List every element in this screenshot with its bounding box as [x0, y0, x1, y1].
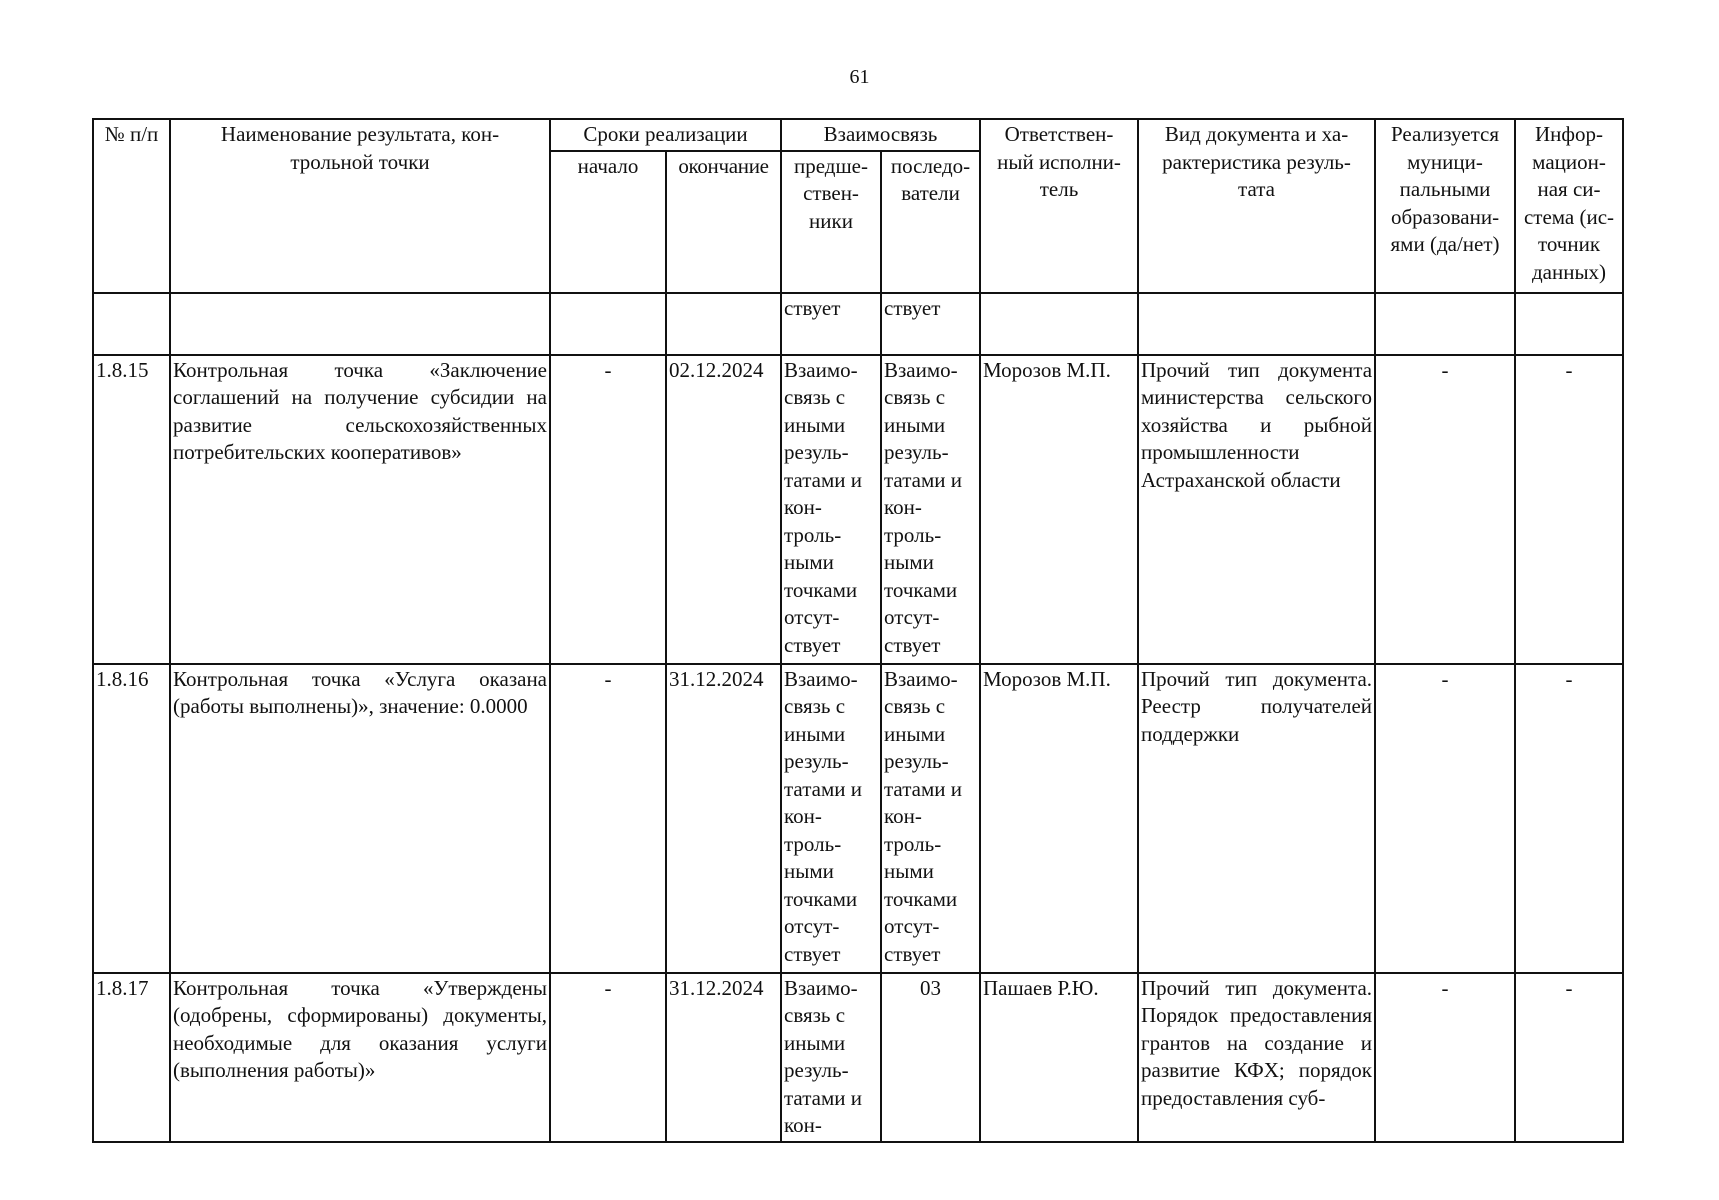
cell-doc-type: Прочий тип документа. Реестр получателей поддержки: [1138, 664, 1375, 973]
header-relation: Взаимосвязь: [781, 119, 980, 151]
header-resp-line: тель: [1039, 177, 1079, 201]
cell-municipal: -: [1375, 664, 1515, 973]
cell-name: Контрольная точка «Услуга оказана (работы выполнены)», значение: 0.0000: [170, 664, 550, 973]
continuation-row: [93, 293, 1623, 355]
header-terms: Сроки реализации: [550, 119, 781, 151]
table-row: [93, 973, 1623, 1142]
header-mun-line: ями (да/нет): [1390, 232, 1500, 256]
table-row: [93, 355, 1623, 664]
cell-start: -: [550, 664, 666, 973]
cell-start: [550, 293, 666, 355]
header-doc-line: Вид документа и ха-: [1164, 122, 1349, 146]
cell-successors: Взаимо-связь с иными резуль-татами и кон-троль-ными точками отсут-ствует: [881, 355, 980, 664]
header-name: [170, 119, 550, 293]
cell-successors: ствует: [881, 293, 980, 355]
header-info-line: ная си-: [1537, 177, 1601, 201]
cell-doc-type: [1138, 293, 1375, 355]
cell-successors: Взаимо-связь с иными резуль-татами и кон-троль-ными точками отсут-ствует: [881, 664, 980, 973]
cell-name: [170, 293, 550, 355]
cell-doc-type: Прочий тип документа министерства сельского хозяйства и рыбной промышленности Астраханской области: [1138, 355, 1375, 664]
header-succ-line: ватели: [901, 181, 960, 205]
cell-municipal: -: [1375, 355, 1515, 664]
cell-info-system: [1515, 293, 1623, 355]
header-end: окончание: [666, 151, 781, 293]
cell-predecessors: Взаимо-связь с иными резуль-татами и кон-троль-ными точками отсут-ствует: [781, 355, 881, 664]
header-mun-line: пальными: [1399, 177, 1491, 201]
cell-num: 1.8.17: [93, 973, 170, 1142]
cell-info-system: -: [1515, 664, 1623, 973]
cell-info-system: -: [1515, 355, 1623, 664]
cell-municipal: [1375, 293, 1515, 355]
cell-info-system: -: [1515, 973, 1623, 1142]
header-info-line: Инфор-: [1535, 122, 1604, 146]
cell-name: Контрольная точка «Заключение соглашений на получение субсидии на развитие сельскохозяйственных потребительских кооперативов»: [170, 355, 550, 664]
cell-predecessors: Взаимо-связь с иными резуль-татами и кон-: [781, 973, 881, 1142]
header-name-line: трольной точки: [290, 149, 430, 174]
header-info-line: стема (ис-: [1523, 204, 1615, 229]
header-info-line: мацион-: [1532, 149, 1606, 174]
cell-num: 1.8.16: [93, 664, 170, 973]
header-name-line: Наименование результата, кон-: [220, 122, 500, 146]
table-row: [93, 664, 1623, 973]
control-points-table: [92, 118, 1624, 1143]
page-number: 61: [849, 66, 870, 88]
header-info-line: данных): [1531, 259, 1607, 284]
cell-start: -: [550, 355, 666, 664]
header-num: № п/п: [93, 119, 170, 293]
cell-doc-type: Прочий тип документа. Порядок предоставления грантов на создание и развитие КФХ; порядок предоставления суб-: [1138, 973, 1375, 1142]
cell-successors: 03: [881, 973, 980, 1142]
header-info-system: [1515, 119, 1623, 293]
header-pred-line: ники: [809, 208, 853, 233]
header-mun-line: муници-: [1407, 149, 1483, 174]
header-predecessors: [781, 151, 881, 293]
header-doc-line: тата: [1238, 177, 1275, 201]
header-pred-line: предше-: [794, 153, 868, 178]
header-resp-line: ный исполни-: [997, 149, 1121, 174]
cell-end: [666, 293, 781, 355]
header-info-line: точник: [1537, 232, 1601, 256]
cell-name: Контрольная точка «Утверждены (одобрены, сформированы) документы, необходимые для оказания услуги (выполнения работы)»: [170, 973, 550, 1142]
cell-responsible: Пашаев Р.Ю.: [980, 973, 1138, 1142]
header-doc-line: рактеристика резуль-: [1162, 149, 1351, 174]
header-mun-line: Реализуется: [1391, 122, 1500, 146]
cell-predecessors: Взаимо-связь с иными резуль-татами и кон-троль-ными точками отсут-ствует: [781, 664, 881, 973]
header-start: начало: [550, 151, 666, 293]
header-responsible: [980, 119, 1138, 293]
header-doc-type: [1138, 119, 1375, 293]
header-resp-line: Ответствен-: [1004, 122, 1114, 146]
cell-responsible: [980, 293, 1138, 355]
cell-municipal: -: [1375, 973, 1515, 1142]
cell-start: -: [550, 973, 666, 1142]
cell-end: 31.12.2024: [666, 664, 781, 973]
cell-end: 02.12.2024: [666, 355, 781, 664]
cell-predecessors: ствует: [781, 293, 881, 355]
cell-num: [93, 293, 170, 355]
cell-responsible: Морозов М.П.: [980, 355, 1138, 664]
header-succ-line: последо-: [890, 153, 971, 178]
header-municipal: [1375, 119, 1515, 293]
header-successors: [881, 151, 980, 293]
cell-responsible: Морозов М.П.: [980, 664, 1138, 973]
header-mun-line: образовани-: [1390, 204, 1500, 229]
cell-end: 31.12.2024: [666, 973, 781, 1142]
cell-num: 1.8.15: [93, 355, 170, 664]
header-pred-line: ствен-: [803, 181, 859, 205]
